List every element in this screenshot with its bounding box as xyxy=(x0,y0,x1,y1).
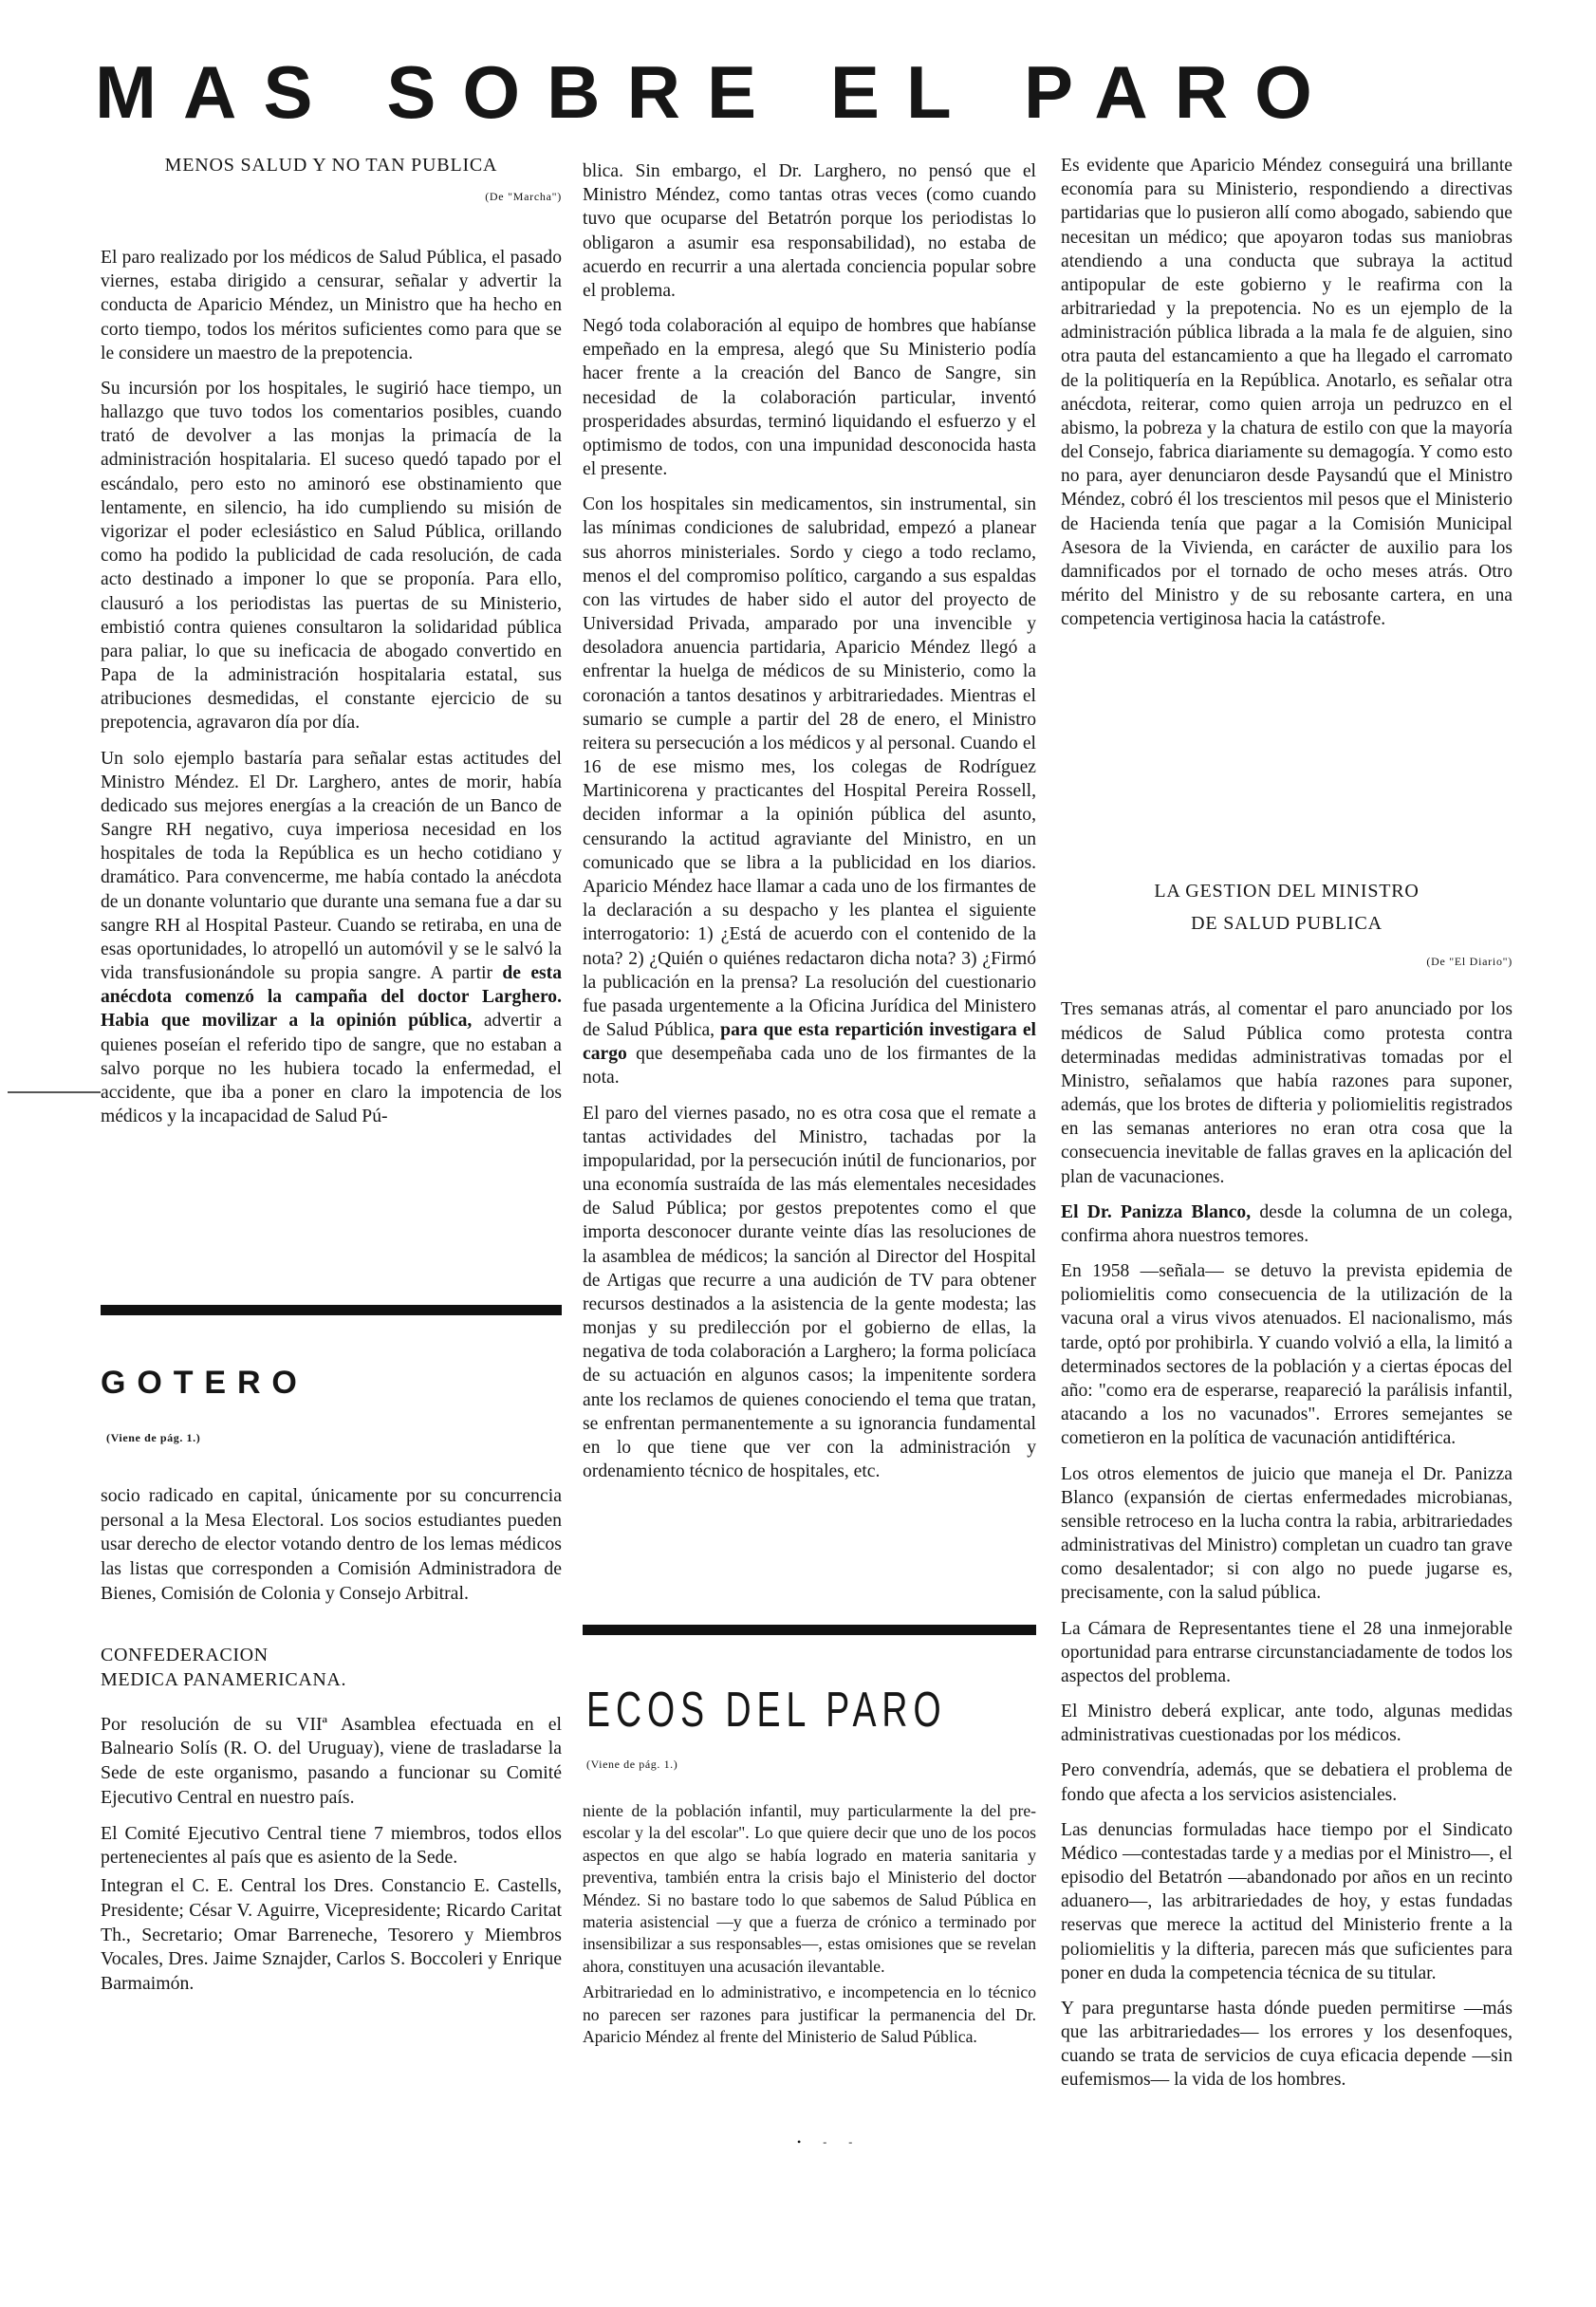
gotero-body xyxy=(101,1484,562,2008)
paragraph: Un solo ejemplo bastaría para señalar estas actitudes del Ministro Méndez. El Dr. Larghero, antes de morir, había dedicado sus mejores energías a la creación de un Banco de Sangre RH negativo, cuya imperiosa necesidad en los hospitales de toda la República es un hecho cotidiano y dramático. Para convencerme, me había contado la anécdota de un donante voluntario que durante una semana fue a dar su sangre RH al Hospital Pasteur. Cuando se retiraba, en una de esas oportunidades, lo atropelló un automóvil y se le salvó la vida transfusionándole su propia sangre. A partir de esta anécdota comenzó la campaña del doctor Larghero. Habia que movilizar a la opinión pública, advertir a quienes poseían el referido tipo de sangre, que no estaban a salvo porque no les hubiera tocado la enfermedad, el accidente, que iba a poner en claro la impotencia de los médicos y la incapacidad de Salud Pú- xyxy=(101,748,562,1127)
paragraph: Integran el C. E. Central los Dres. Constancio E. Castells, Presidente; César V. Aguirre, Vicepresidente; Ricardo Caritat Th., Secretario; Omar Barreneche, Tesorero y Miembros Vocales, Dres. Jaime Sznajder, Carlos S. Boccoleri y Enrique Barmaimón. xyxy=(101,1875,562,1995)
paragraph: Tres semanas atrás, al comentar el paro anunciado por los médicos de Salud Pública como protesta contra determinadas medidas administrativas tomadas por el Ministro, señalamos que había razones para suponer, además, que los brotes de difteria y poliomielitis registrados en las semanas anteriores no eran otra cosa que la consecuencia inevitable de fallas graves en la aplicación del plan de vacunaciones. xyxy=(1061,999,1512,1187)
paragraph: El paro del viernes pasado, no es otra cosa que el remate a tantas actividades del Ministro, tachadas por la impopularidad, por la persecución inútil de funcionarios, por una economía sustraída de las más elementales necesidades de Salud Pública; por gestos prepotentes como el que importa desconocer durante veinte días las resoluciones de la asamblea de médicos; la sanción al Director del Hospital de Artigas que recurre a una audición de TV para obtener recursos destinados a la asistencia de la gente modesta; las monjas y su predilección por el gobierno de ellas, la negativa de toda colaboración a Larghero; la forma policíaca de su actuación en algunos casos; la impenitente sordera ante los reclamos de quienes conociendo el tema que tratan, se enfrentan permanentemente a su ignorancia fundamental en lo que tiene que ver con la administración y ordenamiento técnico de hospitales, etc. xyxy=(583,1103,1036,1482)
paragraph: El paro realizado por los médicos de Salud Pública, el pasado viernes, estaba dirigido a censurar, señalar y advertir la conducta de Aparicio Méndez, un Ministro que ha hecho en corto tiempo, todos los méritos suficientes como para que se le considere un maestro de la prepotencia. xyxy=(101,248,562,363)
paragraph: El Ministro deberá explicar, ante todo, algunas medidas administrativas cuestionadas por los médicos. xyxy=(1061,1702,1512,1746)
paragraph: El Dr. Panizza Blanco, desde la columna de un colega, confirma ahora nuestros temores. xyxy=(1061,1201,1512,1246)
paragraph: Pero convendría, además, que se debatiera el problema de fondo que afecta a los servicios asistenciales. xyxy=(1061,1760,1512,1805)
section-rule xyxy=(583,1625,1036,1635)
paragraph: Arbitrariedad en lo administrativo, e incompetencia en lo técnico no parecen ser razones para justificar la permanencia del Dr. Aparicio Méndez al frente del Ministerio de Salud Pública. xyxy=(583,1982,1036,2046)
paragraph: Y para preguntarse hasta dónde pueden permitirse —más que las arbitrariedades— los errores y los desenfoques, cuando se trata de servicios de cuya eficacia depende —sin eufemismos— la vida de los hombres. xyxy=(1061,1998,1512,2091)
highlighted-text: para que esta repartición investigara el cargo xyxy=(583,1020,1036,1065)
paragraph: Con los hospitales sin medicamentos, sin instrumental, sin las mínimas condiciones de salubridad, empezó a planear sus ahorros ministeriales. Sordo y ciego a todo reclamo, menos el del compromiso político, cargando a sus espaldas con las virtudes de haber sido el autor del proyecto de Universidad Privada, amparado por una invencible y desoladora anuencia partidaria, Aparicio Méndez llegó a enfrentar la huelga de médicos de su Ministerio, como la coronación a tantos desatinos y arbitrariedades. Mientras el sumario se cumple a partir del 28 de enero, el Ministro reitera su persecución a los médicos y al personal. Cuando el 16 de ese mismo mes, los colegas de Rodríguez Martinicorena y practicantes del Hospital Pereira Rossell, deciden informar a la opinión pública del asunto, censurando la actitud agraviante del Ministro, en un comunicado que se libra a la publicidad en los diarios. Aparicio Méndez hace llamar a cada uno de los firmantes de la declaración a su despacho y les plantea el siguiente interrogatorio: 1) ¿Está de acuerdo con el contenido de la nota? 2) ¿Quién o quiénes redactaron dicha nota? 3) ¿Firmó la publicación en la prensa? La resolución del cuestionario fue pasada urgentemente a la Oficina Jurídica del Ministero de Salud Pública, para que esta repartición investigara el cargo que desempeñaba cada uno de los firmantes de la nota. xyxy=(583,494,1036,1088)
paragraph: socio radicado en capital, únicamente por su concurrencia personal a la Mesa Electoral. Los socios estudiantes pueden usar derecho de elector votando dentro de los lemas médicos las listas que corresponden a Comisión Administradora de Bienes, Comisión de Colonia y Consejo Arbitral. xyxy=(101,1485,562,1604)
column-1 xyxy=(101,154,562,1140)
article2 xyxy=(1061,875,1512,2104)
paragraph: Los otros elementos de juicio que maneja el Dr. Panizza Blanco (expansión de ciertas enfermedades microbianas, sensible retroceso en la lucha contra la rabia, arbitrariedades administrativas del Ministro) completan un cuadro tan grave como desalentador; si con algo no puede jugarse es, precisamente, con la salud pública. xyxy=(1061,1463,1512,1604)
gotero-title: GOTERO xyxy=(101,1365,308,1401)
article2-title: LA GESTION DEL MINISTRO DE SALUD PUBLICA xyxy=(1154,881,1420,934)
paragraph: niente de la población infantil, muy particularmente la del pre-escolar y la del escolar". Lo que quiere decir que uno de los pocos aspectos en que algo se había logrado en materia sanitaria y preventiva, también entra la crisis bajo el Ministerio del doctor Méndez. Si no bastare todo lo que sabemos de Salud Pública en materia asistencial —y que a fuerza de crónico a terminado por insensibilizar a sus responsables—, estas omisiones que se revelan ahora, constituyen una acusación ilevantable. xyxy=(583,1801,1036,1976)
continued-note: (Viene de pág. 1.) xyxy=(586,1758,678,1771)
article-source: (De "Marcha") xyxy=(485,189,562,203)
paragraph: Es evidente que Aparicio Méndez conseguirá una brillante economía para su Ministerio, respondiendo a directivas partidarias que lo pusieron allí como abogado, sabiendo que necesitan un médico; que apoyaron todas sus maniobras atendiendo a una conducta que subraya la actitud antipopular de este gobierno y le reafirma con la arbitrariedad y la prepotencia. No es un ejemplo de la administración pública librada a la mala fe de alguien, sino otra pauta del estancamiento a que ha llegado el carromato de la politiquería en la República. Anotarlo, es señalar otra anécdota, reiterar, como quien arroja un pedruzco en el abismo, la pobreza y la chatura de estilo con que la mayoría del Consejo, fabrica diariamente su demagogía. Y como esto no para, ayer denunciaron desde Paysandú que el Ministro Méndez, cobró él los trescientos mil pesos que el Ministerio de Hacienda tenía que pagar a la Comisión Municipal Asesora de la Vivienda, en carácter de auxilio para los damnificados por el tornado de ocho meses atrás. Otro mérito del Ministro y de su rebosante cartera, en una competencia vertiginosa hacia la catástrofe. xyxy=(1061,156,1512,630)
ecos-title: ECOS DEL PARO xyxy=(586,1683,947,1738)
column-2 xyxy=(583,159,1036,1495)
paragraph: Por resolución de su VIIª Asamblea efectuada en el Balneario Solís (R. O. del Uruguay), viene de trasladarse la Sede de este organismo, pasando a funcionar su Comité Ejecutivo Central en nuestro país. xyxy=(101,1713,562,1808)
column-3 xyxy=(1061,154,1512,642)
ecos-body xyxy=(583,1800,1036,2059)
paragraph: La Cámara de Representantes tiene el 28 una inmejorable oportunidad para entrarse circunstanciadamente de todos los aspectos del problema. xyxy=(1061,1618,1512,1686)
paragraph: El Comité Ejecutivo Central tiene 7 miembros, todos ellos pertenecientes al país que es asiento de la Sede. xyxy=(101,1822,562,1869)
paragraph: Negó toda colaboración al equipo de hombres que habíanse empeñado en la empresa, alegó que Su Ministerio podía hacer frente a la creación del Banco de Sangre, sin necesidad de la colaboración particular, inventó prosperidades absurdas, terminó liquidando el esfuerzo y el optimismo de todos, con una impunidad desconocida hasta el presente. xyxy=(583,316,1036,480)
continued-note: (Viene de pág. 1.) xyxy=(106,1431,201,1444)
article-title: MENOS SALUD Y NO TAN PUBLICA xyxy=(164,155,498,176)
paragraph: Su incursión por los hospitales, le sugirió hace tiempo, un hallazgo que tuvo todos los comentarios posibles, cuando trató de devolver a las monjas la primacía de la administración hospitalaria. El suceso quedó tapado por el escándalo, pero esto no aminoró ese obstinamiento que lentamente, en silencio, ha ido cumpliendo su misión de vigorizar el poder eclesiástico en Salud Pública, orillando como ha podido la publicidad de cada resolución, de cada acto destinado a imponer lo que se proponía. Para ello, clausuró a los periodistas las puertas de su Ministerio, embistió contra quienes consultaron la solidaridad pública para paliar, lo que su ineficacia de abogado convertido en Papa de la administración hospitalaria estatal, sus atribuciones desmedidas, el constante ejercicio de su prepotencia, agravaron día por día. xyxy=(101,378,562,734)
margin-mark xyxy=(8,1091,101,1093)
masthead-title: MAS SOBRE EL PARO xyxy=(95,50,1339,134)
end-mark: • - - xyxy=(797,2135,863,2149)
section-rule xyxy=(101,1305,562,1315)
paragraph: Las denuncias formuladas hace tiempo por el Sindicato Médico —contestadas tarde y a medias por el Ministro—, el episodio del Betatrón —abandonado por años en un recinto aduanero—, las arbitrariedades de hoy, y estas fundadas reservas que merece la actitud del Ministerio frente a la poliomielitis y la difteria, parecen más que suficientes para poner en duda la competencia técnica de su titular. xyxy=(1061,1819,1512,1983)
subheading: CONFEDERACION MEDICA PANAMERICANA. xyxy=(101,1644,347,1690)
article2-source: (De "El Diario") xyxy=(1426,955,1512,968)
highlighted-text: El Dr. Panizza Blanco, xyxy=(1061,1201,1252,1222)
paragraph: En 1958 —señala— se detuvo la prevista epidemia de poliomielitis como consecuencia de la utilización de la vacuna oral a virus vivos atenuados. El nacionalismo, más tarde, optó por prohibirla. Y cuando volvió a ella, la limitó a determinados sectores de la población y a ciertas épocas del año: "como era de esperarse, reapareció la parálisis infantil, atacando a los no vacunados". Errores semejantes se cometieron en la política de vacunación antidiftérica. xyxy=(1061,1261,1512,1449)
paragraph: blica. Sin embargo, el Dr. Larghero, no pensó que el Ministro Méndez, como tantas otras veces (como cuando tuvo que ocuparse del Betatrón porque los periodistas lo obligaron a asumir esa responsabilidad), no estaba de acuerdo en recurrir a una alertada conciencia popular sobre el problema. xyxy=(583,161,1036,301)
highlighted-text: de esta anécdota comenzó la campaña del doctor Larghero. Habia que movilizar a la opinión pública, xyxy=(101,963,562,1032)
